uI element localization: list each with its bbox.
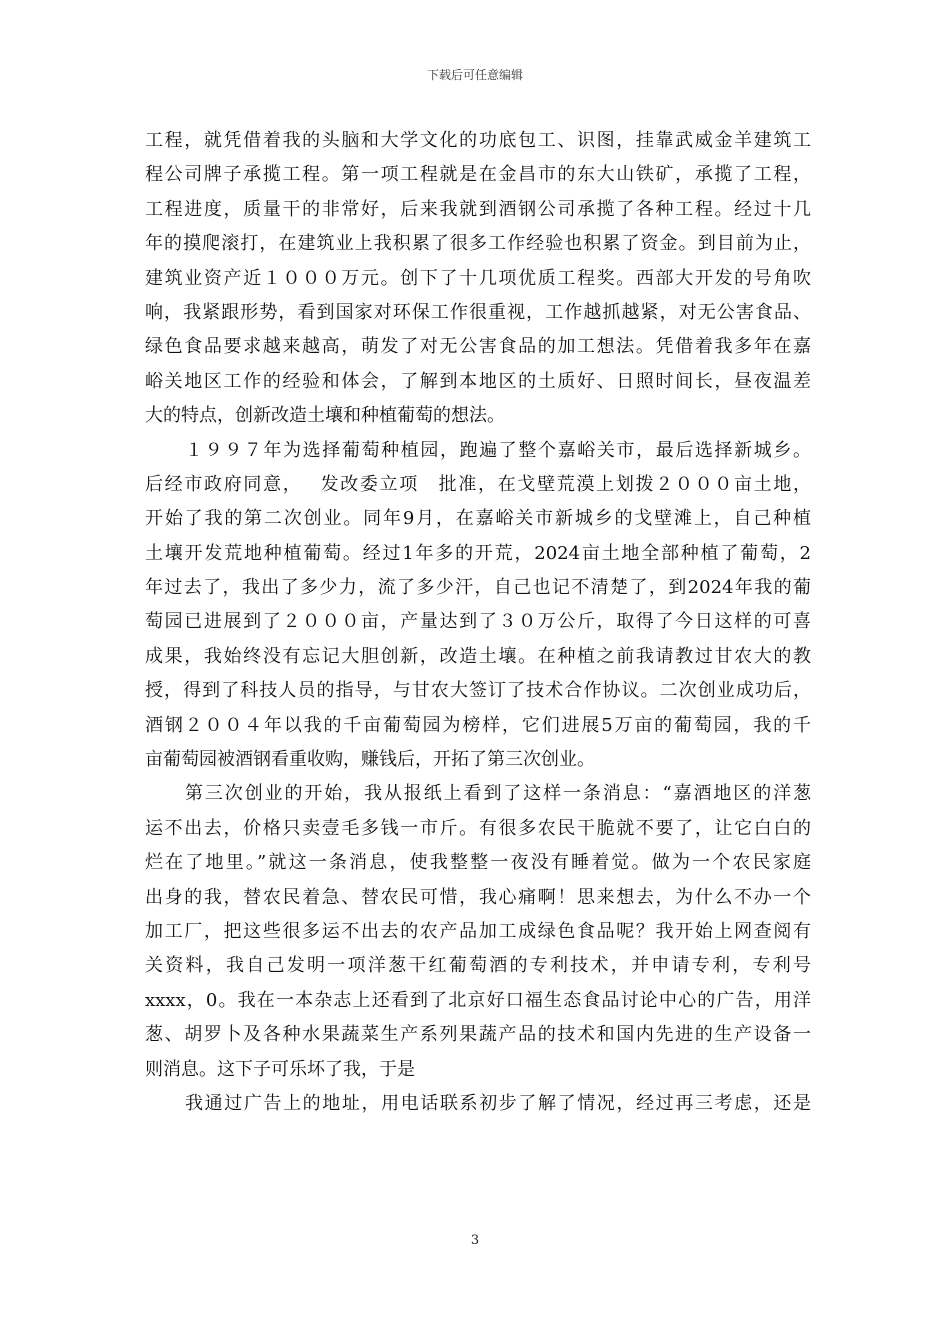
text-line: 年的摸爬滚打，在建筑业上我积累了很多工作经验也积累了资金。到目前为止， [145, 233, 811, 255]
text-line: 绿色食品要求越来越高，萌发了对无公害食品的加工想法。凭借着我多年在嘉 [145, 336, 811, 358]
text-line: 后经市政府同意， 发改委立项 批准，在戈壁荒漠上划拨２０００亩土地， [145, 473, 811, 495]
text-line: 关资料，我自己发明一项洋葱干红葡萄酒的专利技术，并申请专利，专利号 [145, 955, 811, 977]
text-line: 酒钢２００４年以我的千亩葡萄园为榜样，它们进展5万亩的葡萄园，我的千 [145, 714, 811, 736]
text-line: 则消息。这下子可乐坏了我，于是 [145, 1058, 415, 1080]
text-line: 开始了我的第二次创业。同年9月，在嘉峪关市新城乡的戈壁滩上，自己种植 [145, 508, 811, 530]
text-line: 程公司牌子承揽工程。第一项工程就是在金昌市的东大山铁矿，承揽了工程， [145, 164, 811, 186]
text-line: 大的特点，创新改造土壤和种植葡萄的想法。 [145, 405, 505, 427]
text-line: 响，我紧跟形势，看到国家对环保工作很重视，工作越抓越紧，对无公害食品、 [145, 301, 811, 323]
text-line: xxxx，0。我在一本杂志上还看到了北京好口福生态食品讨论中心的广告，用洋 [145, 989, 811, 1011]
text-line: 亩葡萄园被酒钢看重收购，赚钱后，开拓了第三次创业。 [145, 749, 595, 771]
paragraph-start-line: 我通过广告上的地址，用电话联系初步了解了情况，经过再三考虑，还是 [185, 1092, 811, 1114]
text-line: 工程进度，质量干的非常好，后来我就到酒钢公司承揽了各种工程。经过十几 [145, 198, 811, 220]
paragraph-start-line: 第三次创业的开始，我从报纸上看到了这样一条消息：“嘉酒地区的洋葱 [185, 783, 811, 805]
text-line: 土壤开发荒地种植葡萄。经过1年多的开荒，2024亩土地全部种植了葡萄，2 [145, 542, 811, 564]
text-line: 年过去了，我出了多少力，流了多少汗，自己也记不清楚了，到2024年我的葡 [145, 577, 811, 599]
text-line: 出身的我，替农民着急、替农民可惜，我心痛啊！思来想去，为什么不办一个 [145, 886, 811, 908]
page-number: 3 [470, 1233, 480, 1248]
paragraph-start-line: １９９７年为选择葡萄种植园，跑遍了整个嘉峪关市，最后选择新城乡。 [185, 439, 811, 461]
text-line: 萄园已进展到了２０００亩，产量达到了３０万公斤，取得了今日这样的可喜 [145, 611, 811, 633]
text-line: 加工厂，把这些很多运不出去的农产品加工成绿色食品呢？我开始上网查阅有 [145, 920, 811, 942]
text-line: 峪关地区工作的经验和体会，了解到本地区的土质好、日照时间长，昼夜温差 [145, 370, 811, 392]
text-line: 建筑业资产近１０００万元。创下了十几项优质工程奖。西部大开发的号角吹 [145, 267, 811, 289]
text-line: 运不出去，价格只卖壹毛多钱一市斤。有很多农民干脆就不要了，让它白白的 [145, 817, 811, 839]
text-line: 烂在了地里。”就这一条消息，使我整整一夜没有睡着觉。做为一个农民家庭 [145, 852, 811, 874]
page-header: 下载后可任意编辑 [426, 68, 523, 82]
text-line: 成果，我始终没有忘记大胆创新，改造土壤。在种植之前我请教过甘农大的教 [145, 645, 811, 667]
body-text [145, 124, 811, 1121]
text-line: 工程，就凭借着我的头脑和大学文化的功底包工、识图，挂靠武威金羊建筑工 [145, 130, 811, 151]
text-line: 授，得到了科技人员的指导，与甘农大签订了技术合作协议。二次创业成功后， [145, 680, 811, 702]
text-line: 葱、胡罗卜及各种水果蔬菜生产系列果蔬产品的技术和国内先进的生产设备一 [145, 1024, 811, 1046]
